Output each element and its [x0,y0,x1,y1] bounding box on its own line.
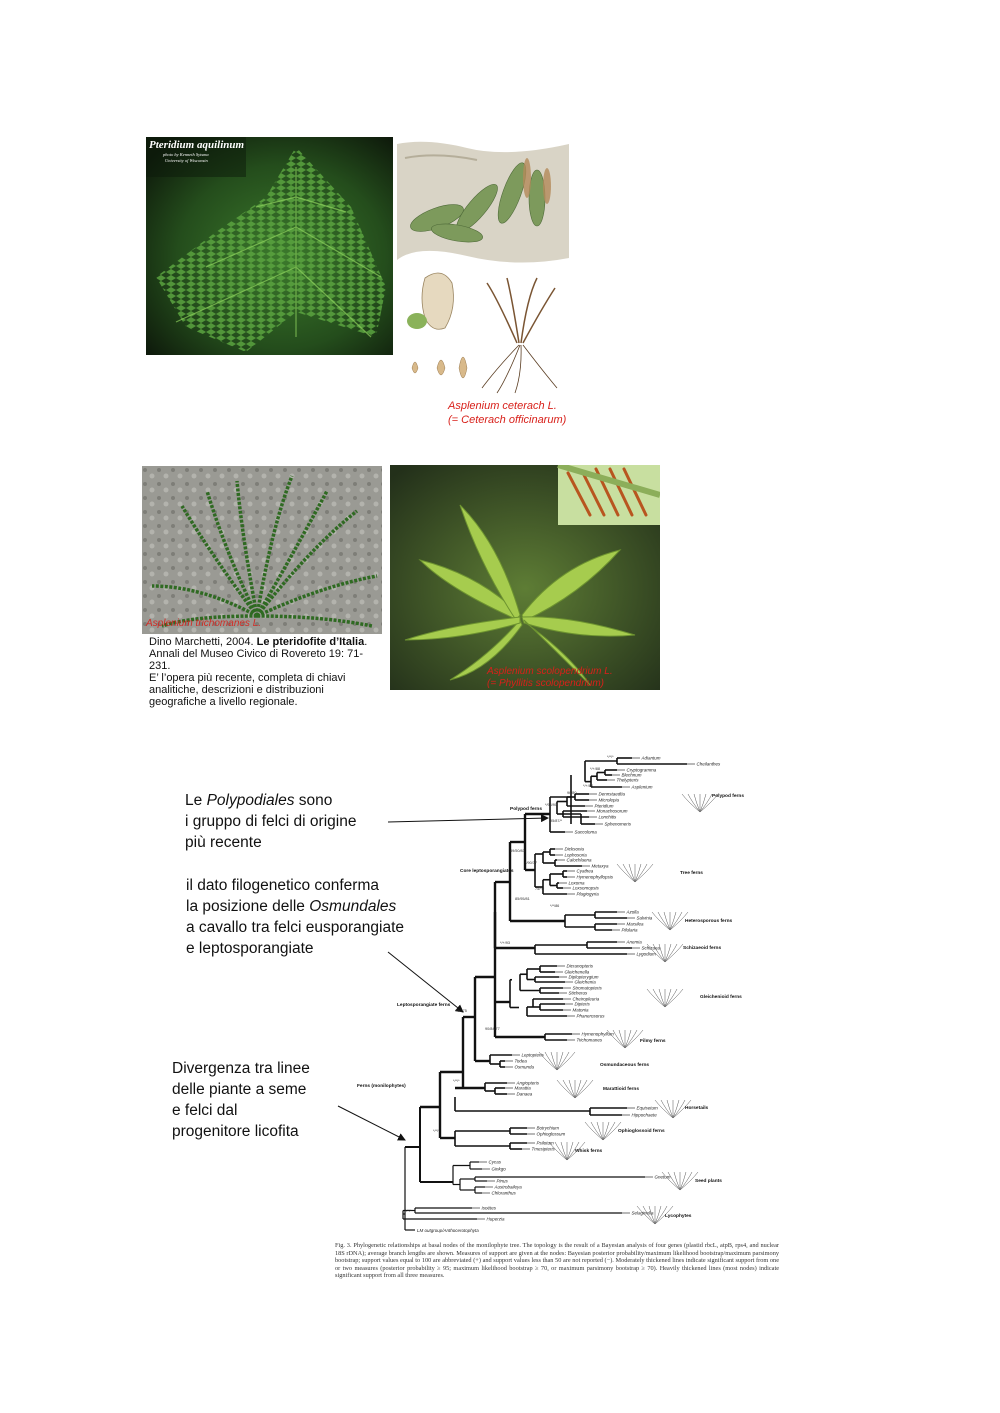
tree-taxon-label: Lophosoria [564,852,587,858]
figure-caption: Fig. 3. Phylogenetic relationships at basal nodes of the monilophyte tree. The topology is the result of a Bayesian analysis of four genes (plastid rbcL, atpB, rps4, and nuclear 18S rDNA); average branch lengths are shown. Measures of support are given at the nodes: Bayesian posterior probability/maximum likelihood bootstrap/maximum parsimony bootstrap; support values equal to 100 are abbreviated (+) and support values less than 50 are not reported (−). Moderately thickened lines indicate significant support from one or two measures (posterior probability ≥ 95; maximum likelihood bootstrap ≥ 70, or maximum parsimony bootstrap ≥ 70). Heavily thickened lines (most nodes) indicate significant support from all three measures. [335,1242,779,1280]
tree-support-value: */96/90 [545,803,558,807]
tree-taxon-label: Leptopteris [521,1052,544,1058]
tree-support-value: */*/* [405,1209,412,1213]
tree-taxon-label: Huperzia [486,1216,505,1222]
reference-author-year: Dino Marchetti, 2004. [149,636,257,648]
tree-taxon-label: Gleichenia [574,979,596,985]
tree-taxon-label: Hymenophyllopsis [576,874,614,880]
annotation-osmundales: il dato filogenetico conferma la posizione delle Osmundales a cavallo tra felci eusporangiate e leptosporangiate [186,877,404,957]
osmundales-italic: Osmundales [309,898,397,915]
tree-taxon-label: Calochlaena [566,857,592,863]
phylogenetic-tree [335,752,780,1240]
tree-taxon-label: Marattia [514,1085,531,1091]
tree-taxon-label: Azolla [626,909,639,915]
tree-support-value: */*/86 [550,904,560,908]
tree-taxon-label: Pteridium [594,803,614,809]
tree-taxon-label: Lonchitis [598,814,617,820]
tree-group-label: Schizaeoid ferns [683,946,722,951]
tree-group-label: Polypod ferns [712,794,744,799]
pteridium-credit-line2: University of Wisconsin [165,158,208,163]
tree-support-value: */+/93 [500,941,511,945]
tree-taxon-label: Chloranthus [491,1190,516,1196]
tree-support-value: */+/88 [590,767,601,771]
tree-taxon-label: Isoëtes [481,1205,497,1211]
tree-taxon-label: Cheiropleuria [572,996,600,1002]
tree-taxon-label: Hymenophyllum [581,1031,614,1037]
tree-taxon-label: Stromatopteris [572,985,602,991]
tree-clade-label: Leptosporangiate ferns [397,1003,451,1008]
annotation-divergence: Divergenza tra linee delle piante a seme e felci dal progenitore licofita [172,1060,310,1140]
tree-clade-label: Core leptosporangiates [460,869,514,874]
tree-taxon-label: Ginkgo [491,1166,506,1172]
tree-taxon-label: Marsilea [626,921,644,927]
tree-support-value: 96/80 [567,791,577,795]
tree-taxon-label: Psilotum [536,1140,554,1146]
tree-group-label: Ophioglossoid ferns [618,1129,665,1134]
tree-clade-label: Ferns (monilophytes) [357,1084,406,1089]
scolopendrium-caption-line1: Asplenium scolopendrium L. [487,666,613,677]
tree-taxon-label: Diplopterygium [568,974,599,980]
annotation-polypodiales: Le Polypodiales sono i gruppo di felci di origine più recente [185,792,357,851]
tree-taxon-label: Anemia [626,939,642,945]
tree-group-label: Horsetails [685,1106,709,1111]
tree-taxon-label: Tmesipteris [531,1146,555,1152]
tree-group-label: Heterosporous ferns [685,919,733,924]
tree-support-value: 89/50/83 [510,849,525,853]
tree-outgroup-label: LM outgroup/Anthocerotophyta [417,1228,479,1233]
tree-support-value: 75/*/* [535,887,545,891]
tree-group-label: Whisk ferns [575,1149,603,1154]
tree-taxon-label: Trichomanes [576,1037,603,1043]
gleichenioid-fern-sketch-icon [647,989,683,1007]
tree-group-label: Gleichenioid ferns [700,995,742,1000]
tree-group-label: Seed plants [695,1179,722,1184]
tree-group-label: Tree ferns [680,871,703,876]
tree-taxon-label: Todea [514,1058,527,1064]
marattia-sketch-icon [557,1080,593,1098]
tree-support-value: */*/* [453,1079,460,1083]
tree-taxon-label: Phanerosorus [576,1013,605,1019]
tree-group-label: Lycophytes [665,1214,692,1219]
tree-taxon-label: Loxoma [568,880,585,886]
pteridium-title: Pteridium aquilinum [149,139,245,151]
tree-taxon-label: Danaea [516,1091,533,1097]
tree-taxon-label: Salvinia [636,915,653,921]
tree-taxon-label: Matonia [572,1007,589,1013]
reference-note: E’ l’opera più recente, completa di chiavi analitiche, descrizioni e distribuzioni geografiche a livello regionale. [149,672,346,708]
tree-clade-label: Polypod ferns [510,807,542,812]
tree-taxon-label: Lygodium [636,951,656,957]
tree-support-value: */*/* [433,1129,440,1133]
heterosporous-fern-sketch-icon [652,912,688,930]
tree-taxon-label: Dicranopteris [566,963,594,969]
tree-taxon-label: Sphenomeris [604,821,632,827]
tree-group-label: Osmundaceous ferns [600,1063,650,1068]
tree-taxon-label: Dennstaedtia [598,791,626,797]
asplenium-trichomanes-caption: Asplenium trichomanes L. [146,618,262,629]
tree-taxon-label: Gleichenella [564,969,590,975]
osmunda-sketch-icon [539,1052,575,1070]
tree-support-value: 90/84/77 [485,1027,500,1031]
ophioglossum-sketch-icon [585,1122,621,1140]
tree-taxon-label: Equisetum [636,1105,658,1111]
tree-taxon-label: Sticherus [568,990,588,996]
scolopendrium-caption-line2: (= Phyllitis scolopendrium) [487,678,604,689]
tree-taxon-label: Pinus [496,1178,508,1184]
tree-taxon-label: Microlepia [598,797,620,803]
polypodiales-italic: Polypodiales [206,792,295,809]
tree-taxon-label: Monachosorum [596,808,628,814]
tree-taxon-label: Botrychium [536,1125,560,1131]
tree-taxon-label: Gnetum [654,1174,671,1180]
asplenium-ceterach-caption-line1: Asplenium ceterach L. [448,400,557,412]
tree-taxon-label: Blechnum [621,772,642,778]
tree-taxon-label: Schizaea [641,945,661,951]
tree-taxon-label: Austrobaileya [494,1184,522,1190]
tree-taxon-label: Asplenium [631,784,653,790]
pteridium-credit-line1: photo by Kenneth Sytsma [163,152,209,157]
tree-taxon-label: Plagiogyria [576,891,599,897]
tree-support-value: */*/* [607,755,614,759]
tree-taxon-label: Metaxya [591,863,609,869]
tree-taxon-label: Cyathea [576,868,594,874]
tree-taxon-label: Saccoloma [574,829,597,835]
tree-taxon-label: Cheilanthes [696,761,721,767]
tree-taxon-label: Cryptogramma [626,767,657,773]
tree-support-value: 85/95/81 [515,897,530,901]
tree-taxon-label: Dipteris [574,1001,590,1007]
tree-taxon-label: Ophioglossum [536,1131,566,1137]
tree-fern-sketch-icon [617,864,653,882]
tree-support-value: */+/84 [583,784,594,788]
tree-taxon-label: Loxsomopsis [572,885,599,891]
tree-taxon-label: Dicksonia [564,846,585,852]
tree-support-value: 95/87/* [550,819,563,823]
tree-group-label: Filmy ferns [640,1039,666,1044]
tree-taxon-label: Angiopteris [516,1080,540,1086]
tree-taxon-label: Osmunda [514,1064,535,1070]
tree-taxon-label: Selaginella [631,1210,654,1216]
reference-title: Le pteridofite d’Italia [256,636,365,648]
tree-taxon-label: Pilularia [621,927,638,933]
asplenium-ceterach-caption-line2: (= Ceterach officinarum) [448,414,567,426]
tree-support-value: 95/-/75 [455,1009,467,1013]
tree-taxon-label: Thelypteris [616,777,639,783]
tree-taxon-label: Adiantum [641,755,661,761]
tree-taxon-label: Hippochaete [631,1112,657,1118]
tree-group-label: Marattioid ferns [603,1087,639,1092]
tree-support-value: */90/77 [525,861,538,865]
tree-taxon-label: Cycas [488,1159,502,1165]
reference-journal: . Annali del Museo Civico di Rovereto 19: 71-231. [149,636,368,672]
